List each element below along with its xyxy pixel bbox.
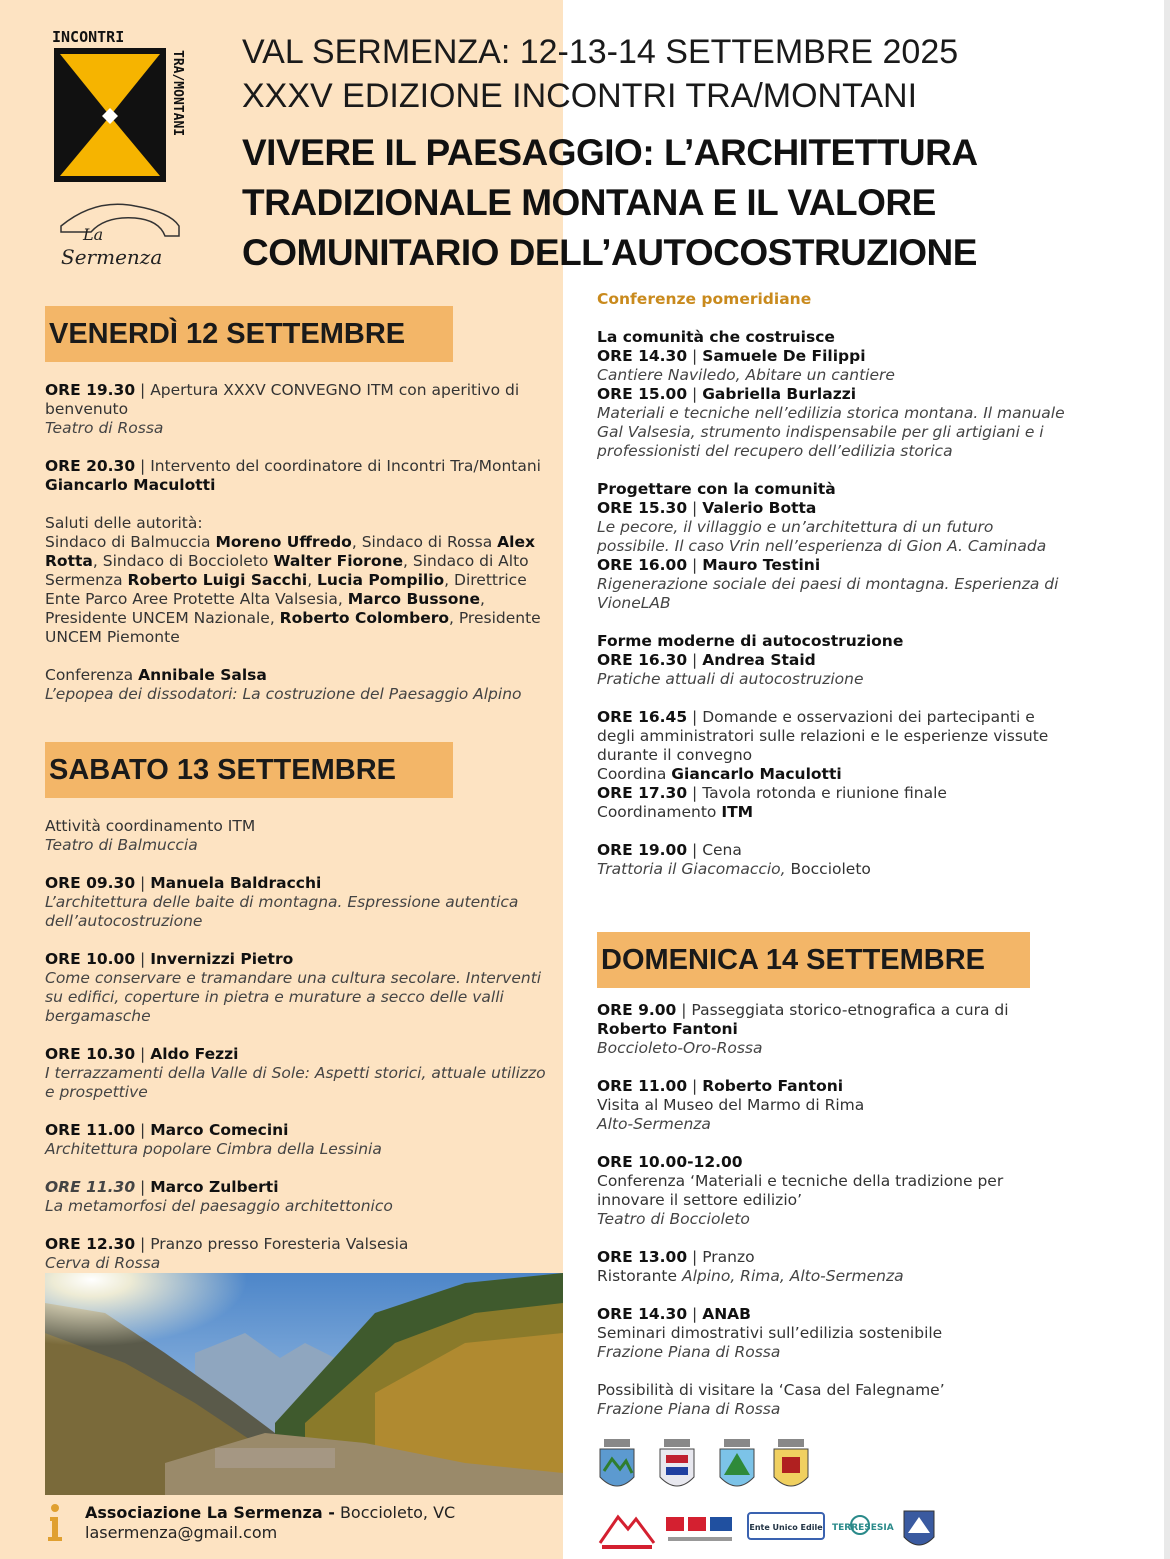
incontri-tramontani-logo <box>50 26 190 186</box>
event-entry: ORE 11.00 | Roberto Fantoni Visita al Museo del Marmo di Rima Alto-Sermenza <box>597 1077 865 1133</box>
crest-icon <box>720 1439 754 1486</box>
ente-unico-edile-logo <box>748 1513 824 1539</box>
greetings-block: Saluti delle autorità: Sindaco di Balmuccia Moreno Uffredo, Sindaco di Rossa Alex Rotta, Sindaco di Boccioleto Walter Fiorone, Sindaco di Alto Sermenza Roberto Luigi Sacchi, Lucia Pompilio, Direttrice Ente Parco Aree Protette Alta Valsesia, Marco Bussone, Presidente UNCEM Nazionale, Roberto Colombero, Presidente UNCEM Piemonte <box>45 514 541 646</box>
event-entry: Possibilità di visitare la ‘Casa del Falegname’ Frazione Piana di Rossa <box>597 1381 945 1418</box>
day-heading-saturday: SABATO 13 SETTEMBRE <box>45 742 453 798</box>
page-edge <box>1164 0 1170 1559</box>
event-entry: ORE 14.30 | ANAB Seminari dimostrativi sull’edilizia sostenibile Frazione Piana di Rossa <box>597 1305 943 1361</box>
organizer-info <box>85 1503 455 1543</box>
info-icon <box>45 1503 65 1543</box>
event-entry: ORE 19.00 | Cena Trattoria il Giacomaccio, Boccioleto <box>597 841 871 878</box>
event-entry: Conferenza Annibale Salsa L’epopea dei dissodatori: La costruzione del Paesaggio Alpino <box>45 666 522 703</box>
conference-group: Progettare con la comunità ORE 15.30 | Valerio Botta Le pecore, il villaggio e un’architettura di un futuro possibile. Il caso Vrin nell’esperienza di Gion A. Caminada ORE 16.00 | Mauro Testini Rigenerazione sociale dei paesi di montagna. Esperienza di VioneLAB <box>597 480 1059 612</box>
svg-text:i: i <box>45 1503 46 1504</box>
event-dates: VAL SERMENZA: 12-13-14 SETTEMBRE 2025 <box>242 33 959 71</box>
event-entry: ORE 12.30 | Pranzo presso Foresteria Valsesia Cerva di Rossa <box>45 1235 409 1272</box>
friday-schedule <box>45 381 550 723</box>
logo-text-la: La <box>83 225 104 244</box>
sponsor-logos <box>598 1503 943 1555</box>
svg-text:TERRESESIA: TERRESESIA <box>832 1523 894 1533</box>
logo-text-tramontani: TRA/MONTANI <box>170 50 185 137</box>
saturday-schedule <box>45 817 550 1292</box>
event-entry: ORE 11.00 | Marco Comecini Architettura popolare Cimbra della Lessinia <box>45 1121 382 1158</box>
sponsor-flag-icon <box>666 1517 732 1541</box>
header <box>242 30 1142 278</box>
crest-icon <box>904 1511 934 1545</box>
la-sermenza-logo <box>55 196 185 272</box>
organizer-name: Associazione La Sermenza - <box>85 1503 335 1522</box>
event-entry: ORE 9.00 | Passeggiata storico-etnografica a cura di Roberto Fantoni Boccioleto-Oro-Rossa <box>597 1001 1009 1057</box>
crest-icon <box>660 1439 694 1486</box>
main-title-line: TRADIZIONALE MONTANA E IL VALORE <box>242 182 936 223</box>
event-entry: Attività coordinamento ITM Teatro di Balmuccia <box>45 817 256 854</box>
sunday-schedule <box>597 1001 1067 1438</box>
event-entry: ORE 13.00 | Pranzo Ristorante Alpino, Rima, Alto-Sermenza <box>597 1248 904 1285</box>
event-entry: ORE 09.30 | Manuela Baldracchi L’architettura delle baite di montagna. Espressione autentica dell’autocostruzione <box>45 874 519 930</box>
main-title <box>242 128 1142 278</box>
afternoon-label: Conferenze pomeridiane <box>597 290 812 308</box>
afternoon-conferences <box>597 290 1067 898</box>
valley-landscape-photo <box>45 1273 563 1495</box>
organizer-email[interactable]: lasermenza@gmail.com <box>85 1523 278 1542</box>
terresesia-logo <box>832 1516 894 1534</box>
event-entry: ORE 19.30 | Apertura XXXV CONVEGNO ITM con aperitivo di benvenuto Teatro di Rossa <box>45 381 520 437</box>
event-entry: ORE 20.30 | Intervento del coordinatore di Incontri Tra/Montani Giancarlo Maculotti <box>45 457 541 494</box>
svg-text:Ente Unico Edile: Ente Unico Edile <box>749 1523 823 1532</box>
main-title-line: VIVERE IL PAESAGGIO: L’ARCHITETTURA <box>242 132 978 173</box>
municipal-crests <box>596 1437 826 1497</box>
footer <box>45 1503 456 1547</box>
organizer-location: Boccioleto, VC <box>339 1503 456 1522</box>
event-entry: ORE 10.00 | Invernizzi Pietro Come conservare e tramandare una cultura secolare. Interventi su edifici, coperture in pietra e murature a secco delle valli bergamasche <box>45 950 542 1025</box>
logo-text-incontri: INCONTRI <box>52 28 125 46</box>
mountain-sponsor-icon <box>600 1517 654 1549</box>
event-entry: ORE 16.45 | Domande e osservazioni dei partecipanti e degli amministratori sulle relazioni e le esperienze vissute durante il convegno Coordina Giancarlo Maculotti ORE 17.30 | Tavola rotonda e riunione finale Coordinamento ITM <box>597 708 1049 821</box>
crest-icon <box>600 1439 634 1486</box>
main-title-line: COMUNITARIO DELL’AUTOCOSTRUZIONE <box>242 232 977 273</box>
event-entry: ORE 10.30 | Aldo Fezzi I terrazzamenti della Valle di Sole: Aspetti storici, attuale utilizzo e prospettive <box>45 1045 546 1101</box>
event-entry: ORE 10.00-12.00 Conferenza ‘Materiali e tecniche della tradizione per innovare il settore edilizio’ Teatro di Boccioleto <box>597 1153 1004 1228</box>
day-heading-sunday: DOMENICA 14 SETTEMBRE <box>597 932 1030 988</box>
conference-group: La comunità che costruisce ORE 14.30 | Samuele De Filippi Cantiere Naviledo, Abitare un cantiere ORE 15.00 | Gabriella Burlazzi Materiali e tecniche nell’edilizia storica montana. Il manuale Gal Valsesia, strumento indispensabile per gli artigiani e i professionisti del recupero dell’edilizia storica <box>597 328 1065 460</box>
edition-title: XXXV EDIZIONE INCONTRI TRA/MONTANI <box>242 77 918 115</box>
conference-group: Forme moderne di autocostruzione ORE 16.30 | Andrea Staid Pratiche attuali di autocostruzione <box>597 632 904 688</box>
day-heading-friday: VENERDÌ 12 SETTEMBRE <box>45 306 453 362</box>
logo-text-sermenza: Sermenza <box>61 245 163 269</box>
crest-icon <box>774 1439 808 1486</box>
event-entry: ORE 11.30 | Marco Zulberti La metamorfosi del paesaggio architettonico <box>45 1178 393 1215</box>
